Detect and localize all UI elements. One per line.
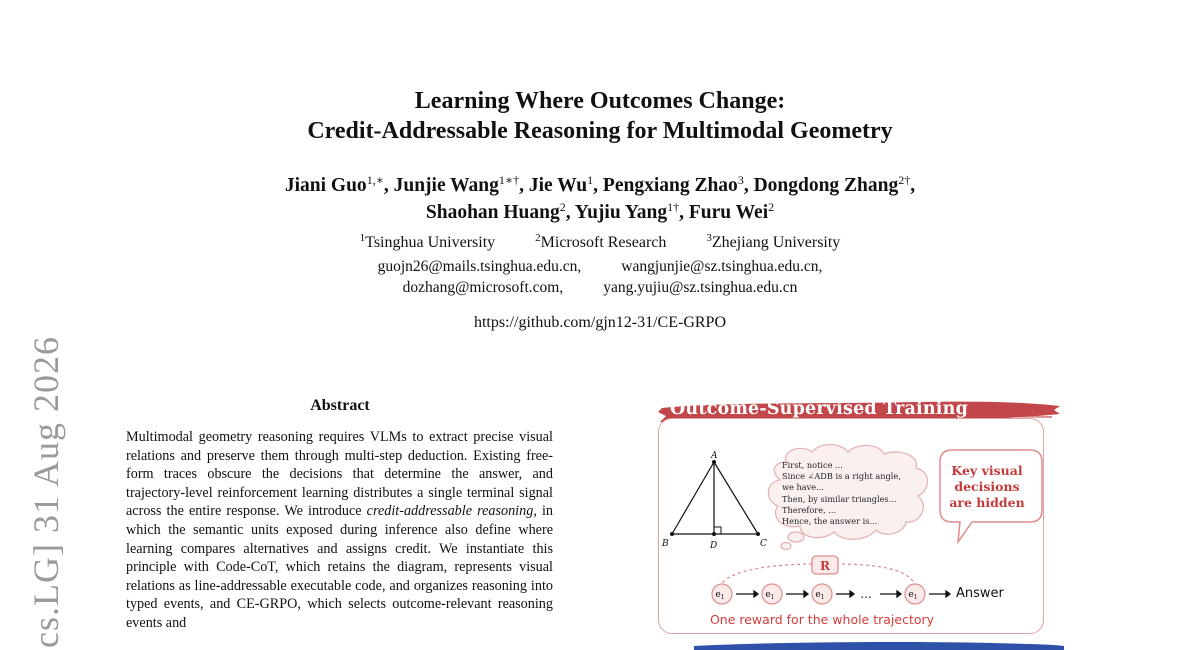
affiliation [535, 232, 666, 253]
title-line-1: Learning Where Outcomes Change: [414, 88, 786, 114]
author-line-2: Shaohan Huang$^2$, Yujiu Yang$^{1\dagger}$, Furu Wei$^2$ [425, 200, 775, 223]
author-affil-mark: 2 [559, 200, 566, 214]
affil-name: Tsinghua University [365, 234, 496, 251]
abstract-text: Multimodal geometry reasoning requires VLMs to extract precise visual relations and preserve them through multi-step deduction. Existing free-form traces obscure the decisions that determine the answer, and trajectory-level reinforcement learning distributes a single terminal signal across the entire response. We introduce [126, 429, 553, 520]
affiliations [0, 232, 1200, 253]
repo-link[interactable]: https://github.com/gjn12-31/CE-GRPO [473, 314, 726, 331]
reasoning-line: First, notice ... [782, 460, 843, 470]
affil-number: 3 [706, 232, 712, 244]
author-affil-mark: 2 [768, 200, 775, 214]
author-affil-mark: 2† [898, 173, 911, 187]
label-A: A [711, 451, 718, 461]
triangle-diagram [670, 460, 760, 536]
reasoning-line: Then, by similar triangles... [782, 493, 897, 504]
affil-number: 1 [359, 232, 366, 244]
key-visual-line: are hidden [949, 495, 1025, 510]
email: wangjunjie@sz.tsinghua.edu.cn, [621, 258, 823, 275]
email-line-1 [0, 256, 1200, 277]
banner-title: Outcome-Supervised Training [669, 399, 969, 419]
author-name: Furu Wei [688, 202, 769, 223]
author-name: Jiani Guo [284, 175, 367, 196]
label-C: C [760, 539, 767, 549]
author-name: Shaohan Huang [425, 202, 560, 223]
figure-caption: One reward for the whole trajectory [709, 612, 935, 627]
key-visual-line: decisions [954, 479, 1020, 494]
email: guojn26@mails.tsinghua.edu.cn, [377, 258, 582, 275]
event-node-label: $e_1$ [715, 590, 725, 601]
reasoning-line: Hence, the answer is... [782, 516, 878, 527]
event-node-label: $e_1$ [908, 590, 918, 601]
email-line-2 [0, 277, 1200, 298]
reasoning-line: Therefore, ... [782, 504, 837, 515]
email-list [0, 256, 1200, 298]
author-affil-mark: 1∗† [498, 173, 520, 187]
author-name: Junjie Wang [393, 175, 499, 196]
event-labels [715, 590, 917, 601]
event-node-label: $e_1$ [765, 590, 775, 601]
event-node-label: $e_1$ [815, 590, 825, 601]
label-B: B [662, 539, 669, 549]
abstract-emphasis: credit-addressable reasoning [366, 503, 534, 520]
reward-arc [720, 556, 916, 588]
reasoning-line: we have... [782, 482, 824, 493]
reasoning-line: Since ∠ADB is a right angle, [782, 471, 901, 482]
affil-name: Zhejiang University [711, 234, 841, 251]
paper-title [0, 86, 1200, 146]
title-line-2: Credit-Addressable Reasoning for Multimodal Geometry [307, 118, 893, 144]
author-name: Pengxiang Zhao [602, 175, 738, 196]
abstract-body [126, 428, 553, 633]
figure-outcome-supervised [654, 392, 1066, 648]
email: dozhang@microsoft.com, [402, 279, 564, 296]
arxiv-stamp: cs.LG] 31 Aug 2026 [26, 336, 66, 648]
affiliation [360, 232, 495, 253]
label-D: D [710, 541, 718, 551]
affiliation [706, 232, 840, 253]
affil-name: Microsoft Research [540, 234, 667, 251]
author-affil-mark: 3 [737, 173, 744, 187]
affil-number: 2 [535, 232, 541, 244]
abstract-heading: Abstract [310, 397, 370, 414]
author-line-1: Jiani Guo$^{1,∗}$, Junjie Wang$^{1∗\dagger}$, Jie Wu$^1$, Pengxiang Zhao$^3$, Dongdong Zhang$^{2\dagger}$, [284, 173, 916, 196]
author-affil-mark: 1† [667, 200, 680, 214]
author-name: Dongdong Zhang [753, 175, 899, 196]
key-visual-note [940, 463, 1034, 511]
reasoning-text [782, 460, 932, 527]
author-affil-mark: 1 [587, 173, 594, 187]
author-name: Yujiu Yang [574, 202, 668, 223]
author-affil-mark: 1,∗ [366, 173, 384, 187]
author-list [0, 172, 1200, 226]
author-name: Jie Wu [528, 175, 588, 196]
abstract-text: , in which the semantic units exposed during inference also define where learning compares alternatives and assigns credit. We instantiate this principle with Code-CoT, which retains the diagram, represents visual relations as line-addressable executable code, and organizes reasoning into typed events, and CE-GRPO, which selects outcome-relevant reasoning events and [126, 503, 553, 631]
answer-label: Answer [956, 586, 1004, 601]
key-visual-line: Key visual [951, 463, 1023, 478]
email: yang.yujiu@sz.tsinghua.edu.cn [603, 279, 798, 296]
next-banner-brush [694, 640, 1064, 650]
chain-ellipsis: ... [860, 587, 872, 601]
reward-symbol: R [820, 559, 830, 573]
